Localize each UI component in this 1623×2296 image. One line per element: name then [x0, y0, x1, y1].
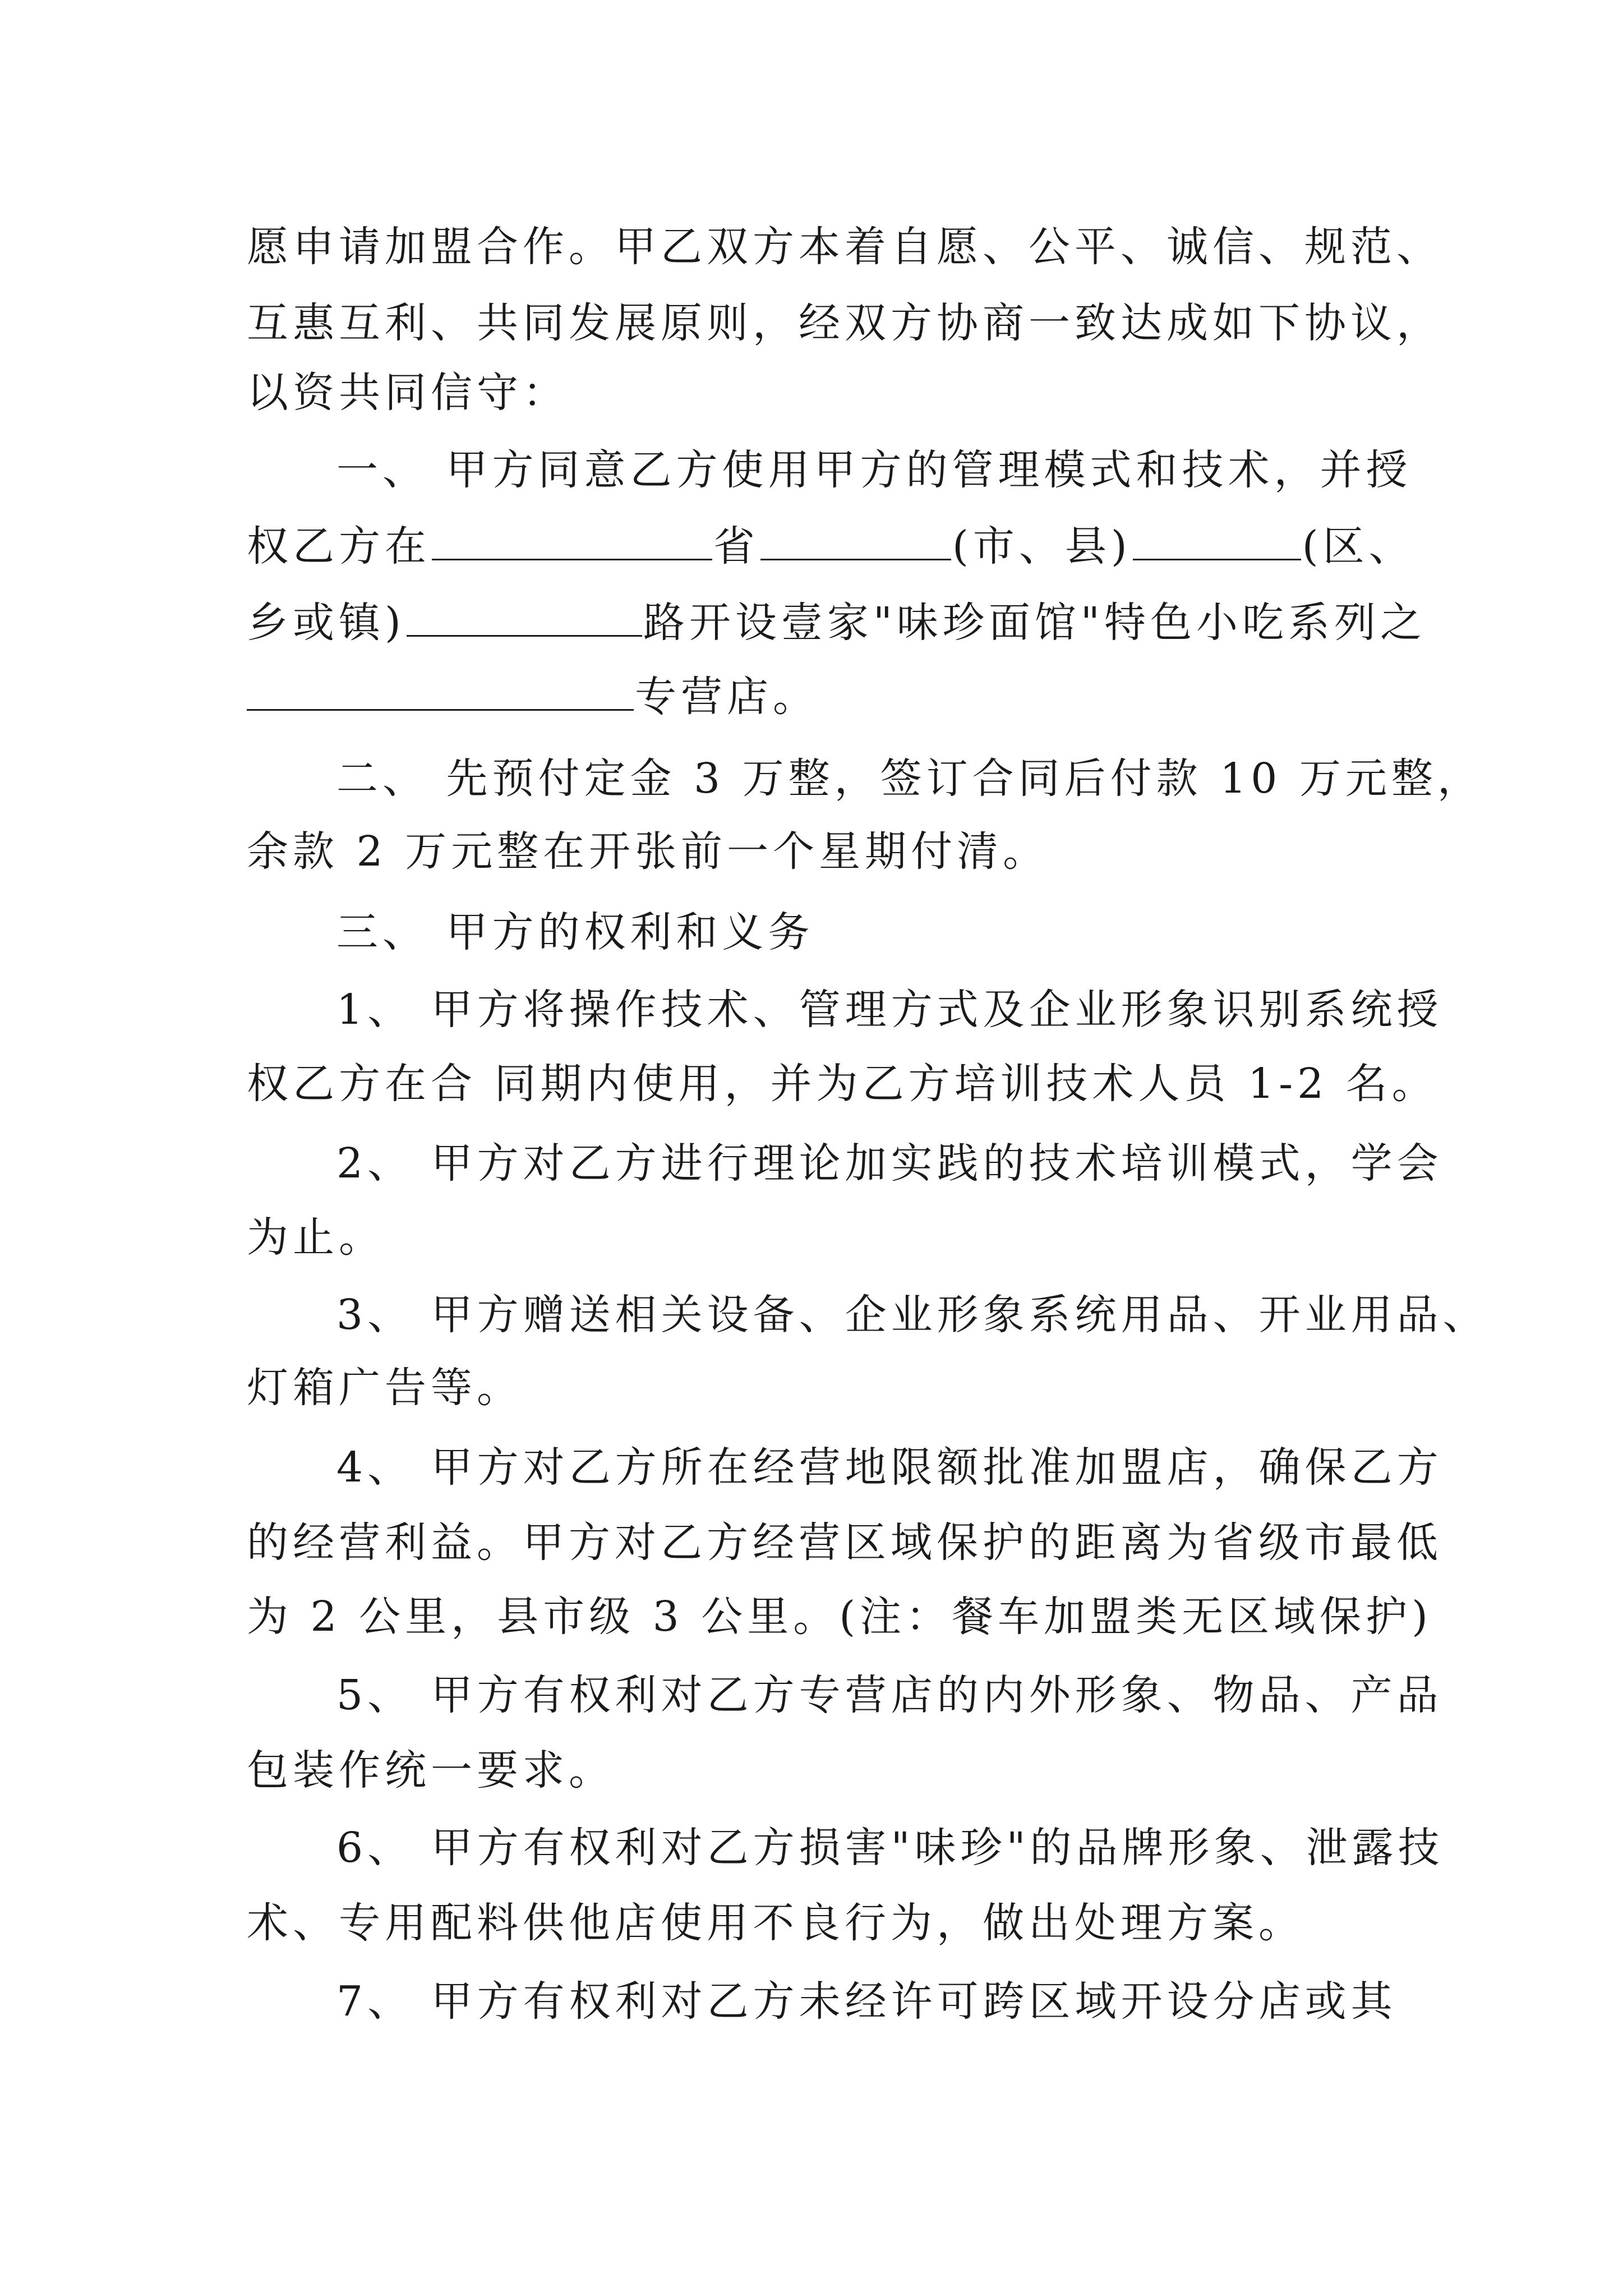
clause-1-road-line	[247, 596, 1426, 650]
text-line: 余款 2 万元整在开张前一个星期付清。	[247, 827, 1049, 876]
text-line: 以资共同信守：	[247, 369, 569, 417]
item-2-line: 2、 甲方对乙方进行理论加实践的技术培训模式，学会	[336, 1139, 1443, 1188]
fill-blank-district	[1133, 525, 1301, 560]
text-fragment: 专营店。	[635, 673, 819, 721]
item-6-line: 6、 甲方有权利对乙方损害"味珍"的品牌形象、泄露技	[336, 1824, 1444, 1872]
text-line: 的经营利益。甲方对乙方经营区域保护的距离为省级市最低	[247, 1519, 1442, 1567]
clause-1-store-line	[247, 670, 1374, 724]
fill-blank-city	[760, 525, 951, 560]
text-line: 术、专用配料供他店使用不良行为，做出处理方案。	[247, 1899, 1304, 1947]
item-7-line: 7、 甲方有权利对乙方未经许可跨区域开设分店或其	[336, 1977, 1397, 2026]
text-fragment: (区、	[1302, 522, 1415, 570]
text-line: 愿申请加盟合作。甲乙双方本着自愿、公平、诚信、规范、	[247, 223, 1442, 271]
text-line: 互惠互利、共同发展原则，经双方协商一致达成如下协议，	[247, 299, 1442, 347]
text-fragment: (市、县)	[952, 522, 1132, 570]
text-line: 为 2 公里，县市级 3 公里。(注：餐车加盟类无区域保护)	[247, 1593, 1432, 1641]
item-4-line: 4、 甲方对乙方所在经营地限额批准加盟店，确保乙方	[336, 1443, 1443, 1492]
text-fragment: 乡或镇)	[247, 599, 405, 647]
item-5-line: 5、 甲方有权利对乙方专营店的内外形象、物品、产品	[336, 1671, 1443, 1719]
text-fragment: 省	[713, 522, 759, 570]
text-line: 权乙方在合 同期内使用，并为乙方培训技术人员 1-2 名。	[247, 1060, 1438, 1108]
fill-blank-road	[407, 601, 642, 637]
text-line: 灯箱广告等。	[247, 1364, 523, 1412]
item-3-line: 3、 甲方赠送相关设备、企业形象系统用品、开业用品、	[336, 1291, 1489, 1339]
text-fragment: 路开设壹家"味珍面馆"特色小吃系列之	[643, 599, 1426, 647]
text-line: 包装作统一要求。	[247, 1746, 615, 1795]
item-1-line: 1、 甲方将操作技术、管理方式及企业形象识别系统授	[336, 986, 1443, 1034]
clause-1-location-line	[247, 519, 1415, 573]
text-line: 为止。	[247, 1213, 385, 1262]
clause-3-heading: 三、 甲方的权利和义务	[336, 908, 814, 956]
fill-blank-store-name	[247, 675, 634, 711]
clause-2-heading: 二、 先预付定金 3 万整，签订合同后付款 10 万元整，	[336, 754, 1483, 803]
text-fragment: 权乙方在	[247, 522, 431, 570]
clause-1-heading: 一、 甲方同意乙方使用甲方的管理模式和技术，并授	[336, 446, 1412, 494]
fill-blank-province	[432, 525, 712, 560]
